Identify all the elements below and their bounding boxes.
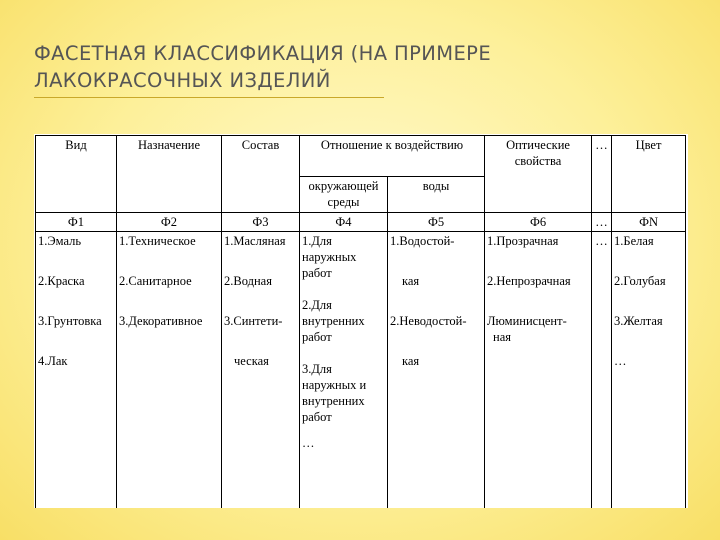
list-item: ная xyxy=(493,330,512,344)
list-item: 3.Декоративное xyxy=(119,314,203,328)
list-item: 1.Водостой- xyxy=(390,234,455,248)
code-cell: Ф4 xyxy=(300,213,388,232)
header-opticheskie: Оптические свойства xyxy=(485,136,592,213)
list-item: 2.Неводостой- xyxy=(390,314,467,328)
list-item: 2.Голубая xyxy=(614,274,666,288)
subheader-okruzhayushchey-sredy: окружающей среды xyxy=(300,177,388,213)
table-code-row xyxy=(36,213,686,232)
header-vid: Вид xyxy=(36,136,117,213)
header-sostav: Состав xyxy=(222,136,300,213)
list-item: 2.Санитарное xyxy=(119,274,192,288)
slide-title xyxy=(34,40,654,94)
code-cell: Ф5 xyxy=(388,213,485,232)
list-item: 1.Белая xyxy=(614,234,654,248)
list-item: 2.Для внутренних работ xyxy=(302,298,365,344)
header-otnoshenie: Отношение к воздействию xyxy=(300,136,485,177)
list-item: кая xyxy=(402,354,420,368)
header-cvet: Цвет xyxy=(612,136,686,213)
code-cell: Ф2 xyxy=(117,213,222,232)
list-item: 1.Техническое xyxy=(119,234,196,248)
column-f1 xyxy=(36,232,117,509)
column-fn xyxy=(612,232,686,509)
list-item: 3.Синтети- xyxy=(224,314,283,328)
header-naznachenie: Назначение xyxy=(117,136,222,213)
code-cell: … xyxy=(592,213,612,232)
list-item: 3.Желтая xyxy=(614,314,663,328)
list-item: 2.Непрозрачная xyxy=(487,274,571,288)
list-item: 3.Грунтовка xyxy=(38,314,102,328)
facet-table-panel xyxy=(34,134,688,508)
code-cell: ФN xyxy=(612,213,686,232)
subheader-vody: воды xyxy=(388,177,485,213)
table-header-row xyxy=(36,136,686,177)
list-item: Люминисцент- xyxy=(487,314,567,328)
column-f6 xyxy=(485,232,592,509)
title-underline xyxy=(34,97,384,98)
list-item: … xyxy=(595,234,608,248)
list-item: 3.Для наружных и внутренних работ xyxy=(302,362,367,424)
list-item: ческая xyxy=(234,354,269,368)
list-item: 4.Лак xyxy=(38,354,68,368)
list-item: … xyxy=(614,354,627,368)
column-f4 xyxy=(300,232,388,509)
slide-title-line-2: ЛАКОКРАСОЧНЫХ ИЗДЕЛИЙ xyxy=(34,69,331,92)
column-f5 xyxy=(388,232,485,509)
list-item: 1.Эмаль xyxy=(38,234,82,248)
facet-classification-table xyxy=(35,135,686,508)
code-cell: Ф3 xyxy=(222,213,300,232)
code-cell: Ф6 xyxy=(485,213,592,232)
list-item: … xyxy=(302,436,315,450)
list-item: 2.Водная xyxy=(224,274,272,288)
list-item: 1.Масляная xyxy=(224,234,286,248)
code-cell: Ф1 xyxy=(36,213,117,232)
header-ellipsis: … xyxy=(592,136,612,213)
table-body-row xyxy=(36,232,686,509)
column-f2 xyxy=(117,232,222,509)
list-item: 2.Краска xyxy=(38,274,85,288)
list-item: 1.Для наружных работ xyxy=(302,234,357,280)
list-item: кая xyxy=(402,274,420,288)
column-f3 xyxy=(222,232,300,509)
column-ellipsis xyxy=(592,232,612,509)
slide-title-line-1: ФАСЕТНАЯ КЛАССИФИКАЦИЯ (НА ПРИМЕРЕ xyxy=(34,42,492,65)
list-item: 1.Прозрачная xyxy=(487,234,559,248)
